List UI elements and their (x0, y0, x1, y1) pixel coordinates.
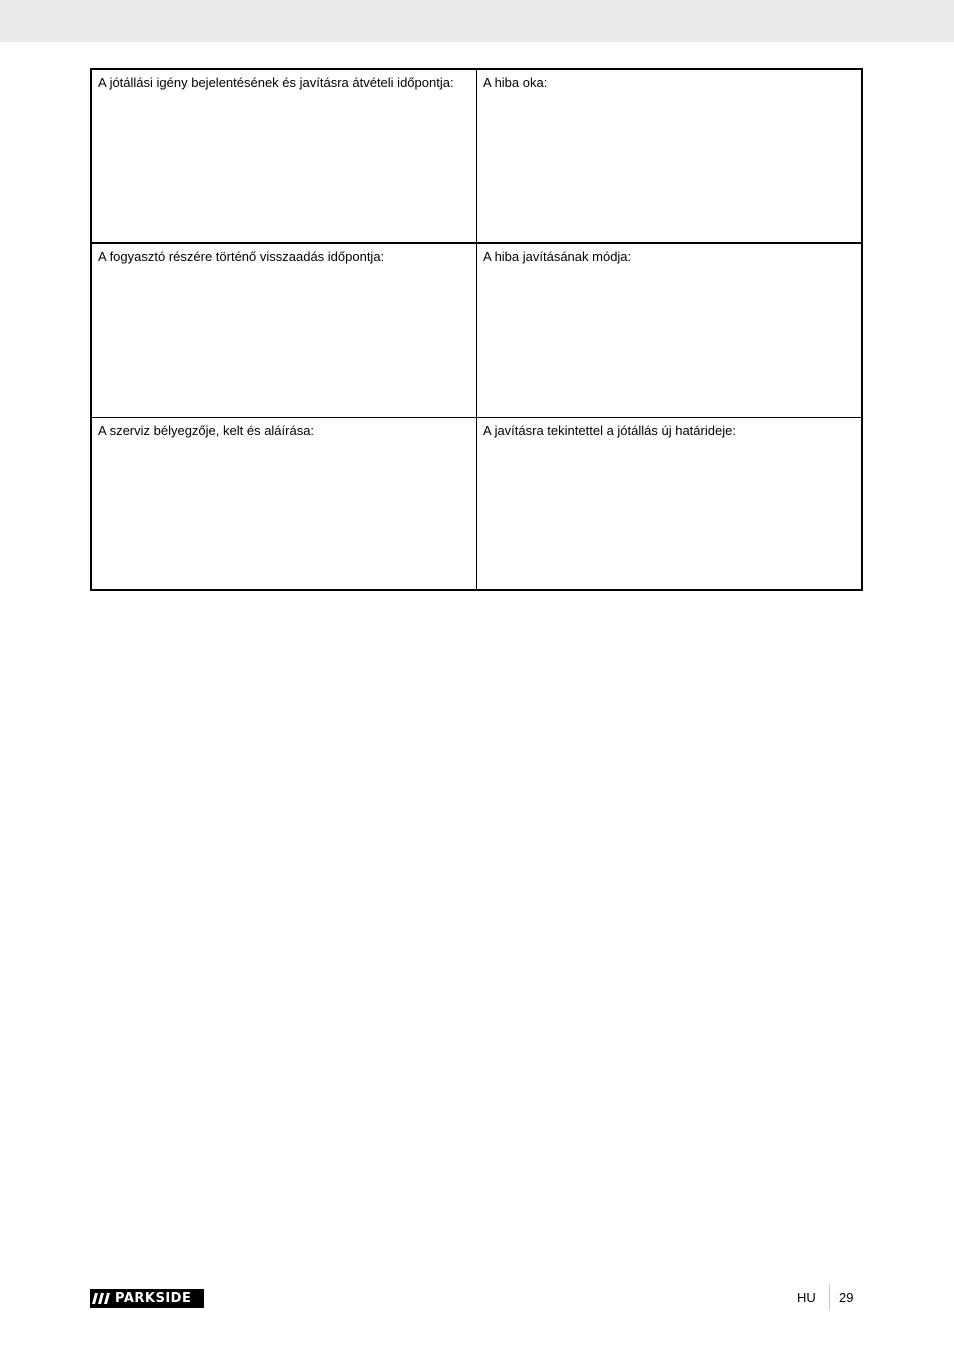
logo-slashes-icon (90, 1289, 114, 1308)
new-warranty-deadline-cell[interactable] (477, 418, 861, 589)
new-warranty-deadline-label: A javításra tekintettel a jótállás új határideje: (483, 423, 736, 438)
warranty-repair-table (90, 68, 863, 591)
footer-divider (829, 1284, 830, 1310)
page-number: 29 (839, 1290, 854, 1305)
fault-cause-label: A hiba oka: (483, 75, 548, 90)
service-stamp-label: A szerviz bélyegzője, kelt és aláírása: (98, 423, 315, 438)
logo-brand-text: PARKSIDE (115, 1291, 192, 1306)
claim-date-cell[interactable] (92, 70, 477, 244)
fault-cause-cell[interactable] (477, 70, 861, 244)
header-band (0, 0, 954, 42)
return-date-label: A fogyasztó részére történő visszaadás időpontja: (98, 249, 385, 264)
claim-date-label: A jótállási igény bejelentésének és javításra átvételi időpontja: (98, 75, 454, 90)
service-stamp-cell[interactable] (92, 418, 477, 589)
repair-method-cell[interactable] (477, 244, 861, 418)
language-code: HU (797, 1290, 816, 1305)
repair-method-label: A hiba javításának módja: (483, 249, 632, 264)
return-date-cell[interactable] (92, 244, 477, 418)
parkside-logo (90, 1289, 204, 1308)
